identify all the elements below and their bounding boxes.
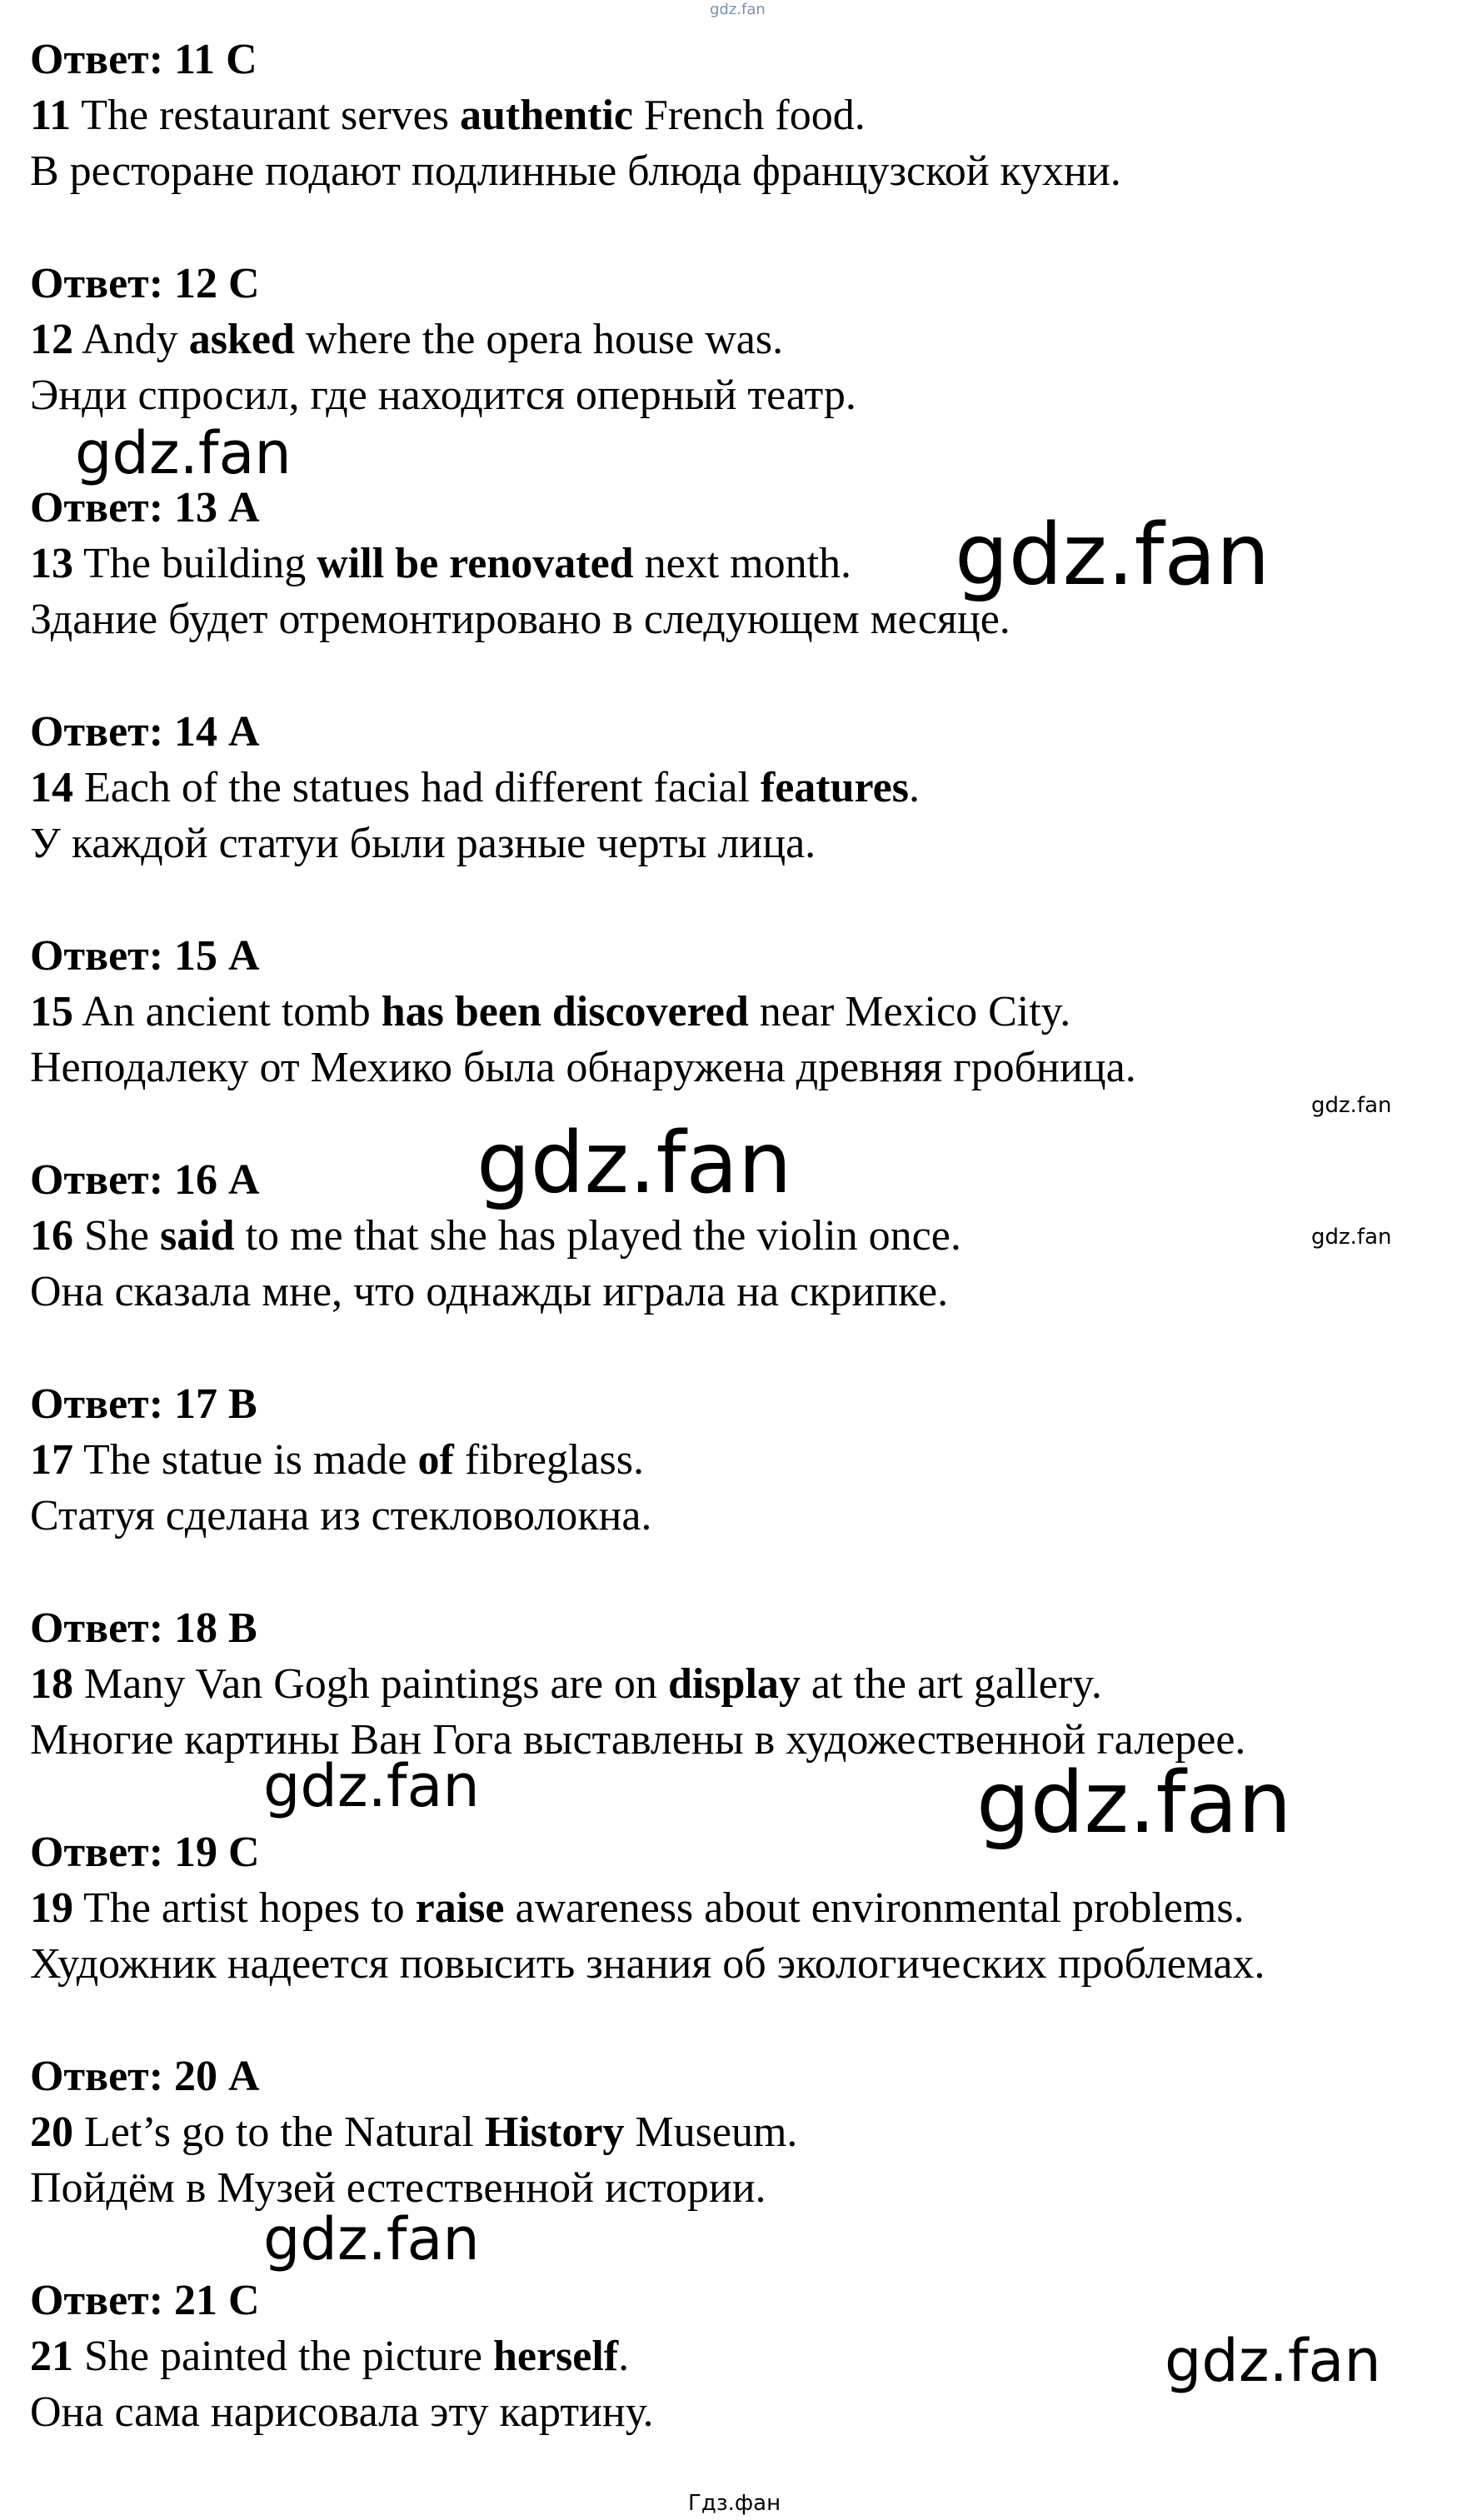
sentence-text: The artist hopes to: [73, 1884, 416, 1932]
sentence: [30, 1435, 644, 1485]
answer-heading: Ответ: 14 A: [30, 708, 260, 756]
item-number: 12: [30, 316, 73, 363]
answer-heading: Ответ: 16 A: [30, 1156, 260, 1204]
watermark: gdz.fan: [477, 1114, 792, 1213]
sentence-text: Many Van Gogh paintings are on: [73, 1660, 668, 1708]
keyword: will be renovated: [317, 540, 634, 587]
sentence-text: The restaurant serves: [71, 92, 460, 139]
item-number: 19: [30, 1884, 73, 1932]
keyword: History: [484, 2108, 625, 2156]
answer-heading: Ответ: 11 C: [30, 36, 257, 83]
sentence: [30, 1884, 1245, 1934]
keyword: asked: [188, 316, 295, 363]
sentence-text: at the art gallery.: [800, 1660, 1102, 1708]
sentence: [30, 763, 920, 813]
translation: Она сказала мне, что однажды играла на скрипке.: [30, 1268, 949, 1315]
keyword: herself: [492, 2333, 619, 2380]
translation: Энди спросил, где находится оперный театр.: [30, 372, 856, 419]
translation: Статуя сделана из стекловолокна.: [30, 1492, 652, 1539]
item-number: 13: [30, 540, 73, 587]
sentence: [30, 315, 783, 365]
item-number: 21: [30, 2333, 73, 2380]
answer-heading: Ответ: 19 C: [30, 1829, 260, 1876]
answer-heading: Ответ: 17 B: [30, 1380, 257, 1428]
sentence-text: The statue is made: [73, 1436, 418, 1484]
translation: Многие картины Ван Гога выставлены в художественной галерее.: [30, 1716, 1246, 1764]
watermark: gdz.fan: [263, 1752, 480, 1820]
watermark: gdz.fan: [1311, 1093, 1392, 1118]
sentence-text: Each of the statues had different facial: [73, 764, 761, 811]
keyword: display: [667, 1660, 801, 1708]
sentence: [30, 1659, 1102, 1709]
answer-heading: Ответ: 12 C: [30, 260, 260, 307]
sentence-text: She painted the picture: [73, 2333, 493, 2380]
sentence-text: Museum.: [624, 2108, 798, 2156]
keyword: of: [417, 1436, 454, 1484]
translation: Художник надеется повысить знания об экологических проблемах.: [30, 1940, 1265, 1988]
answer-heading: Ответ: 20 A: [30, 2053, 260, 2100]
sentence-text: next month.: [633, 540, 852, 587]
header-watermark: gdz.fan: [710, 1, 766, 18]
item-number: 15: [30, 988, 73, 1035]
watermark: gdz.fan: [955, 506, 1270, 605]
keyword: has been discovered: [381, 988, 749, 1035]
answer-heading: Ответ: 15 A: [30, 932, 260, 980]
sentence-text: .: [618, 2333, 630, 2380]
sentence: [30, 91, 866, 141]
translation: В ресторане подают подлинные блюда французской кухни.: [30, 147, 1121, 195]
sentence-text: fibreglass.: [453, 1436, 644, 1484]
sentence-text: .: [908, 764, 920, 811]
watermark: gdz.fan: [976, 1754, 1292, 1853]
keyword: said: [160, 1212, 235, 1260]
item-number: 18: [30, 1660, 73, 1708]
item-number: 17: [30, 1436, 73, 1484]
translation: Неподалеку от Мехико была обнаружена древняя гробница.: [30, 1044, 1136, 1091]
sentence: [30, 539, 851, 589]
translation: Она сама нарисовала эту картину.: [30, 2388, 654, 2436]
answer-heading: Ответ: 18 B: [30, 1604, 257, 1652]
sentence: [30, 2332, 629, 2382]
answer-heading: Ответ: 13 A: [30, 484, 260, 531]
sentence-text: where the opera house was.: [294, 316, 784, 363]
item-number: 14: [30, 764, 73, 811]
keyword: authentic: [460, 92, 633, 139]
watermark: gdz.fan: [263, 2205, 480, 2273]
watermark: gdz.fan: [75, 419, 292, 487]
watermark: gdz.fan: [1165, 2327, 1381, 2395]
sentence: [30, 1211, 961, 1261]
sentence-text: Andy: [73, 316, 189, 363]
keyword: raise: [415, 1884, 505, 1932]
sentence-text: near Mexico City.: [748, 988, 1071, 1035]
translation: Пойдём в Музей естественной истории.: [30, 2164, 766, 2212]
keyword: features: [760, 764, 909, 811]
sentence: [30, 2108, 797, 2158]
sentence-text: The building: [73, 540, 317, 587]
sentence-text: to me that she has played the violin once.: [234, 1212, 961, 1260]
item-number: 20: [30, 2108, 73, 2156]
sentence-text: An ancient tomb: [73, 988, 382, 1035]
item-number: 16: [30, 1212, 73, 1260]
translation: У каждой статуи были разные черты лица.: [30, 820, 816, 867]
watermark: gdz.fan: [1311, 1225, 1392, 1250]
sentence-text: awareness about environmental problems.: [504, 1884, 1245, 1932]
footer-watermark: Гдз.фан: [688, 2491, 781, 2516]
sentence-text: Let’s go to the Natural: [73, 2108, 485, 2156]
sentence-text: She: [73, 1212, 160, 1260]
sentence-text: French food.: [633, 92, 866, 139]
item-number: 11: [30, 92, 72, 139]
translation: Здание будет отремонтировано в следующем месяце.: [30, 596, 1010, 643]
sentence: [30, 987, 1070, 1037]
answer-heading: Ответ: 21 C: [30, 2277, 260, 2324]
